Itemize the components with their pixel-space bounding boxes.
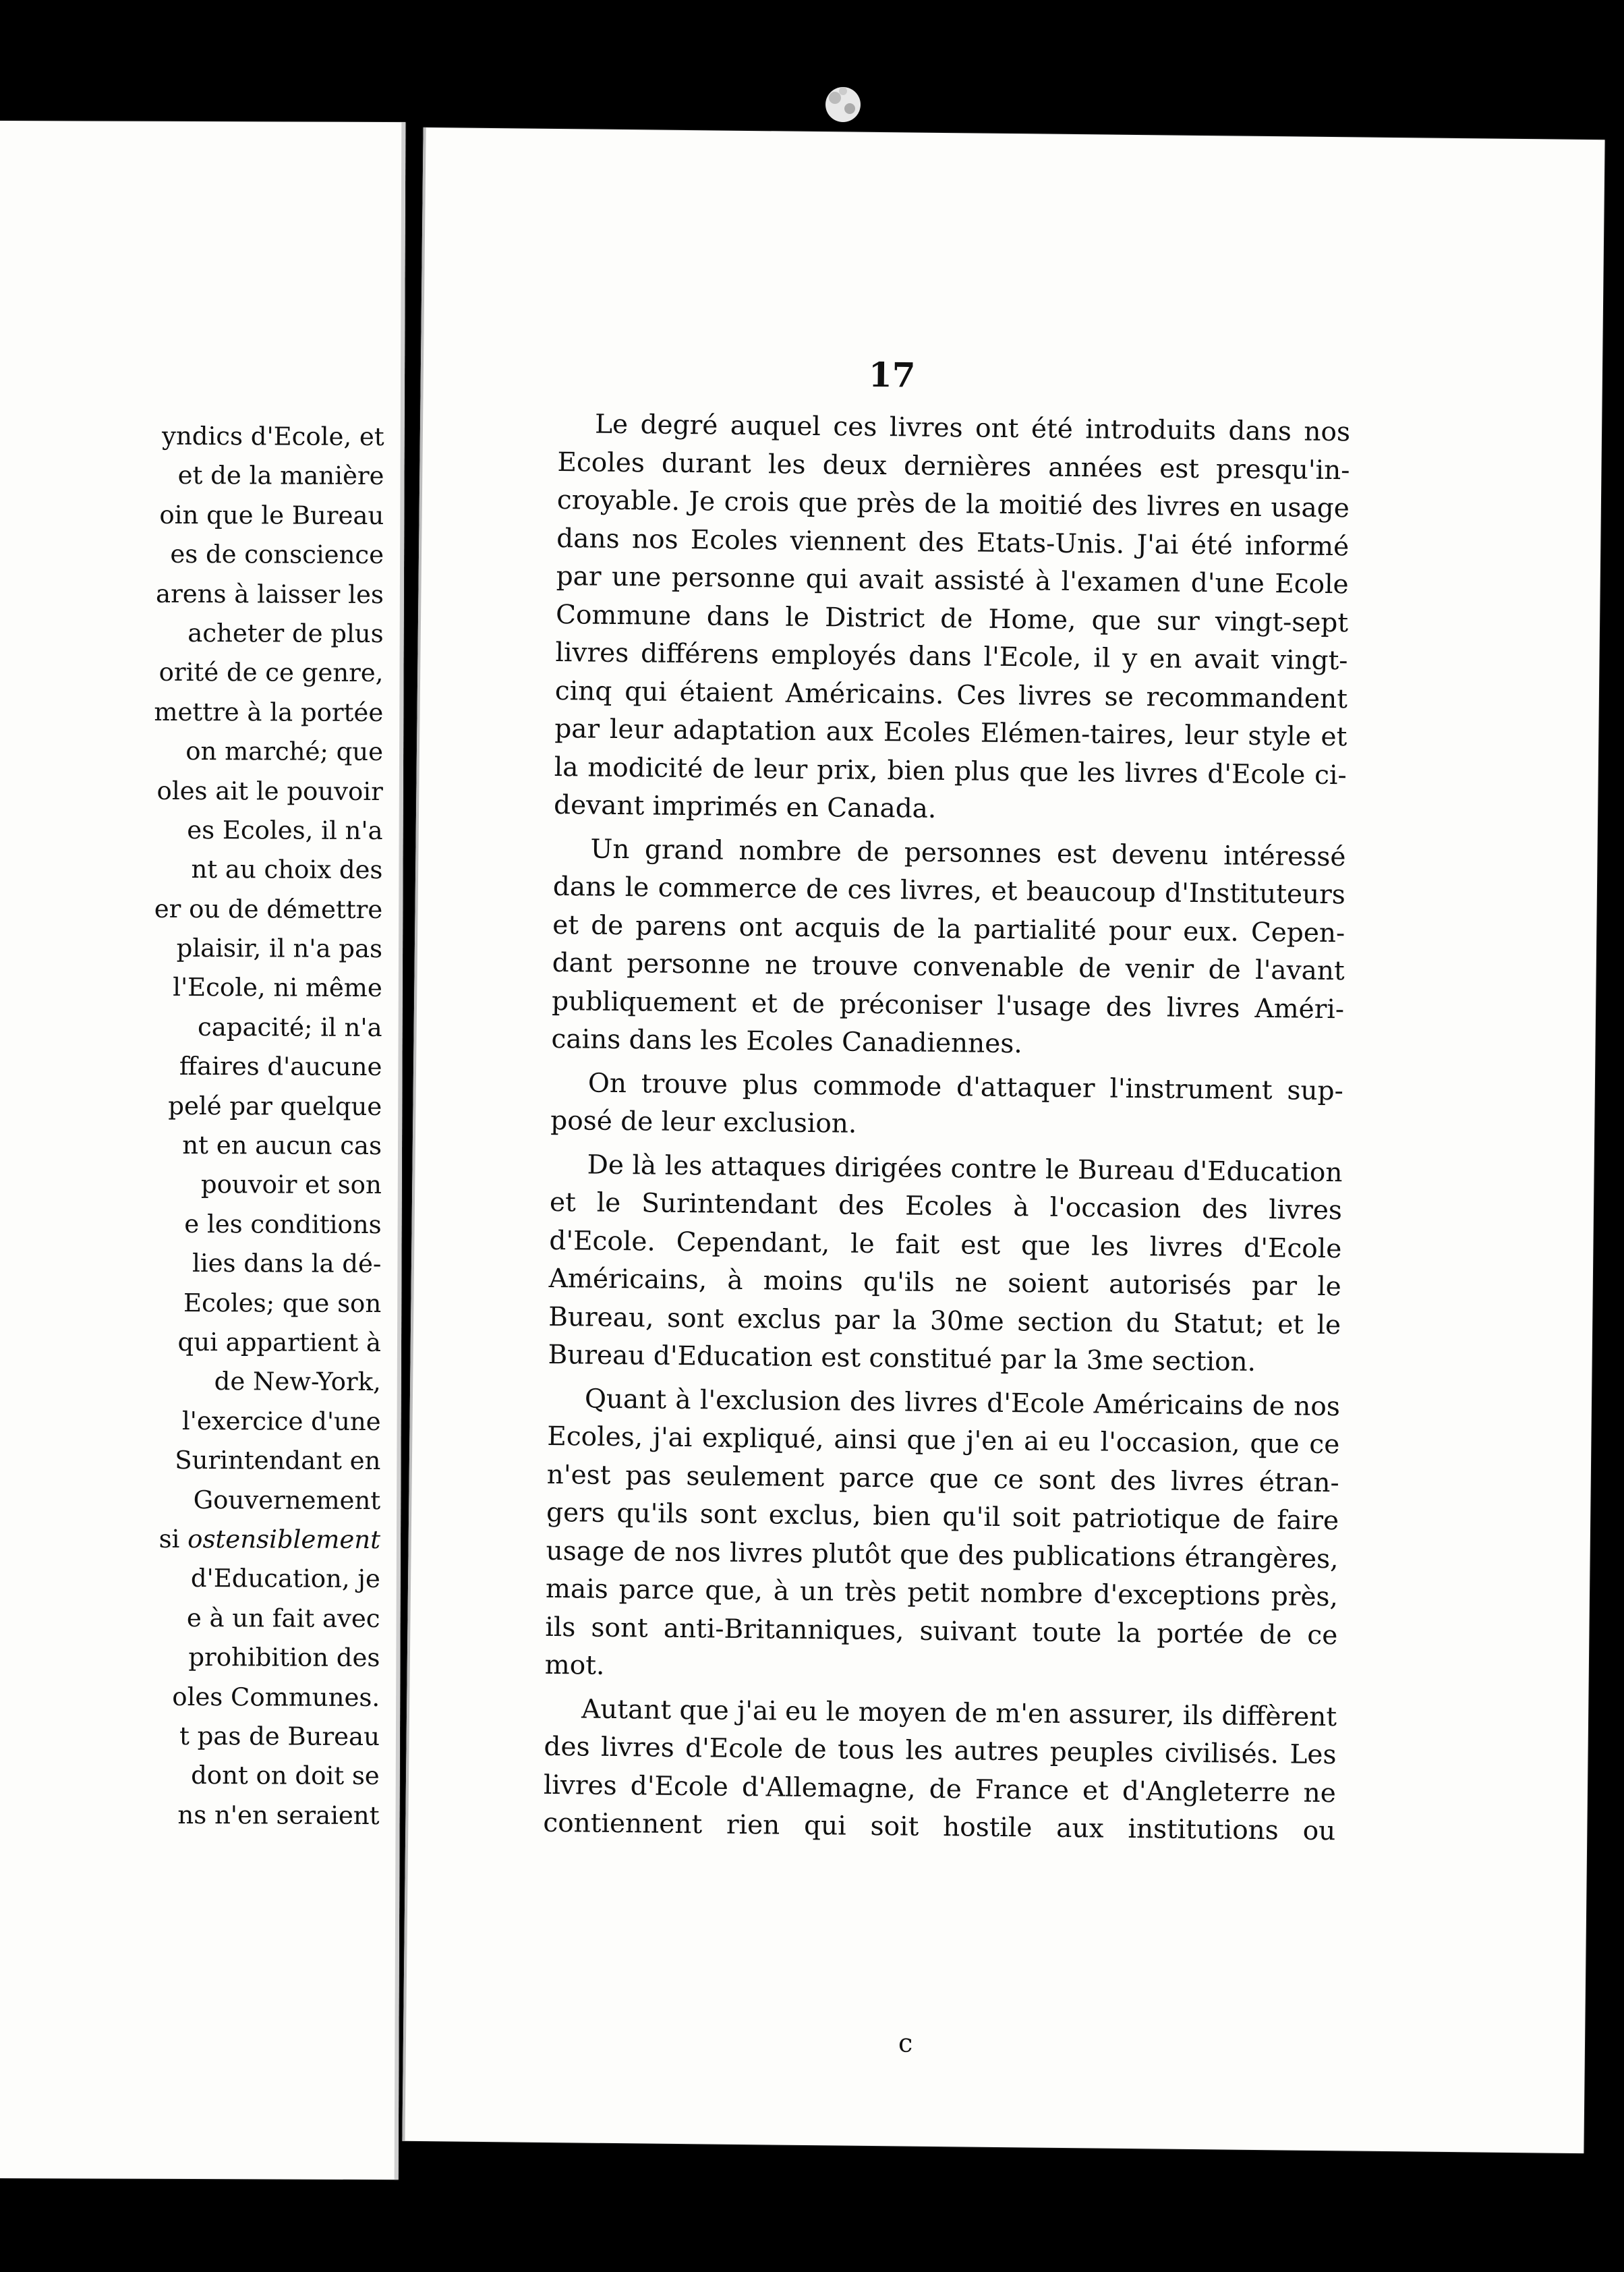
left-page-line: ns n'en seraient: [177, 1800, 380, 1830]
left-page-line: Surintendant en: [175, 1446, 381, 1476]
left-page-line: oles ait le pouvoir: [156, 776, 383, 806]
left-page-line: Ecoles; que son: [183, 1288, 382, 1318]
paragraph: Autant que j'ai eu le moyen de m'en assurer, ils diffèrent des livres d'Ecole de tous les autres peuples civilisés. Les livres d'Ecole d'Allemagne, de France et d'Angleterre ne contiennent rien qui soit hostile aux institutions ou: [543, 1693, 1337, 1847]
left-page-line-italic: ostensiblement: [187, 1524, 381, 1554]
left-page-line: de New-York,: [214, 1367, 381, 1397]
left-page-line: acheter de plus: [187, 618, 384, 648]
left-page-line: nt au choix des: [191, 855, 383, 885]
left-page-line: e à un fait avec: [186, 1603, 380, 1633]
left-page-line-prefix: si: [158, 1524, 188, 1554]
left-page-line: arens à laisser les: [155, 579, 384, 609]
left-page-line: Gouvernement: [193, 1485, 381, 1515]
left-page-line: on marché; que: [185, 737, 384, 767]
paragraph: De là les attaques dirigées contre le Bureau d'Education et le Surintendant des Ecoles à l'occasion des livres d'Ecole. Cependant, le fait est que les livres d'Ecole Américains, à moins qu'ils ne soient autorisés par le Bureau, sont exclus par la 30me section du Statut; et le Bureau d'Education est constitué par la 3me section.: [548, 1149, 1343, 1378]
left-page-line: yndics d'Ecole, et: [162, 421, 384, 452]
left-page: [0, 121, 405, 2180]
left-page-line: mettre à la portée: [154, 697, 384, 727]
left-page-line: ffaires d'aucune: [179, 1052, 382, 1082]
paper-speck-mark: [803, 64, 883, 145]
left-page-line: pelé par quelque: [168, 1091, 382, 1121]
left-page-line: oles Communes.: [172, 1682, 380, 1712]
left-page-line: l'Ecole, ni même: [173, 973, 382, 1003]
left-page-line: l'exercice d'une: [181, 1406, 381, 1436]
left-page-line: orité de ce genre,: [158, 658, 384, 688]
left-page-line: oin que le Bureau: [159, 500, 384, 530]
signature-mark: c: [898, 2028, 913, 2058]
body-text: [543, 405, 1350, 1856]
left-page-line: lies dans la dé-: [192, 1249, 382, 1279]
left-page-line: capacité; il n'a: [197, 1012, 382, 1042]
paragraph: Quant à l'exclusion des livres d'Ecole Américains de nos Ecoles, j'ai expliqué, ainsi que j'en ai eu l'occasion, que ce n'est pas seulement parce que ce sont des livres étran-gers qu'ils sont exclus, bien qu'il soit patriotique de faire usage de nos livres plutôt que des publications étrangères, mais parce que, à un très petit nombre d'exceptions près, ils sont anti-Britanniques, suivant toute la portée de ce mot.: [544, 1384, 1341, 1681]
left-page-line: es Ecoles, il n'a: [187, 815, 383, 845]
left-page-line: et de la manière: [177, 461, 384, 491]
paragraph: Le degré auquel ces livres ont été introduits dans nos Ecoles durant les deux dernières années est presqu'in-croyable. Je crois que près de la moitié des livres en usage dans nos Ecoles viennent des Etats-Unis. J'ai été informé par une personne qui avait assisté à l'examen d'une Ecole Commune dans le District de Home, que sur vingt-sept livres différens employés dans l'Ecole, il y en avait vingt-cinq qui étaient Américains. Ces livres se recommandent par leur adaptation aux Ecoles Elémen-taires, leur style et la modicité de leur prix, bien plus que les livres d'Ecole ci-devant imprimés en Canada.: [553, 409, 1351, 824]
left-page-text: [1, 416, 384, 1836]
paragraph: On trouve plus commode d'attaquer l'instrument sup-posé de leur exclusion.: [550, 1068, 1344, 1139]
left-page-line: t pas de Bureau: [179, 1721, 380, 1751]
left-page-line: dont on doit se: [191, 1761, 380, 1791]
left-page-line: qui appartient à: [177, 1327, 382, 1357]
left-page-line: pouvoir et son: [200, 1170, 382, 1200]
left-page-line: e les conditions: [184, 1209, 382, 1239]
left-page-line: nt en aucun cas: [182, 1131, 382, 1161]
left-page-line: plaisir, il n'a pas: [176, 934, 383, 964]
paragraph: Un grand nombre de personnes est devenu intéressé dans le commerce de ces livres, et beaucoup d'Instituteurs et de parens ont acquis de la partialité pour eux. Cepen-dant personne ne trouve convenable de venir de l'avant publiquement et de préconiser l'usage des livres Améri-cains dans les Ecoles Canadiennes.: [551, 834, 1346, 1060]
left-page-line: prohibition des: [188, 1643, 380, 1673]
left-page-line: er ou de démettre: [154, 894, 383, 924]
left-page-line: [3, 1519, 380, 1560]
page-number: 17: [868, 354, 916, 395]
right-page: [402, 127, 1604, 2153]
left-page-line: es de conscience: [170, 540, 384, 570]
left-page-line: d'Education, je: [190, 1564, 380, 1594]
